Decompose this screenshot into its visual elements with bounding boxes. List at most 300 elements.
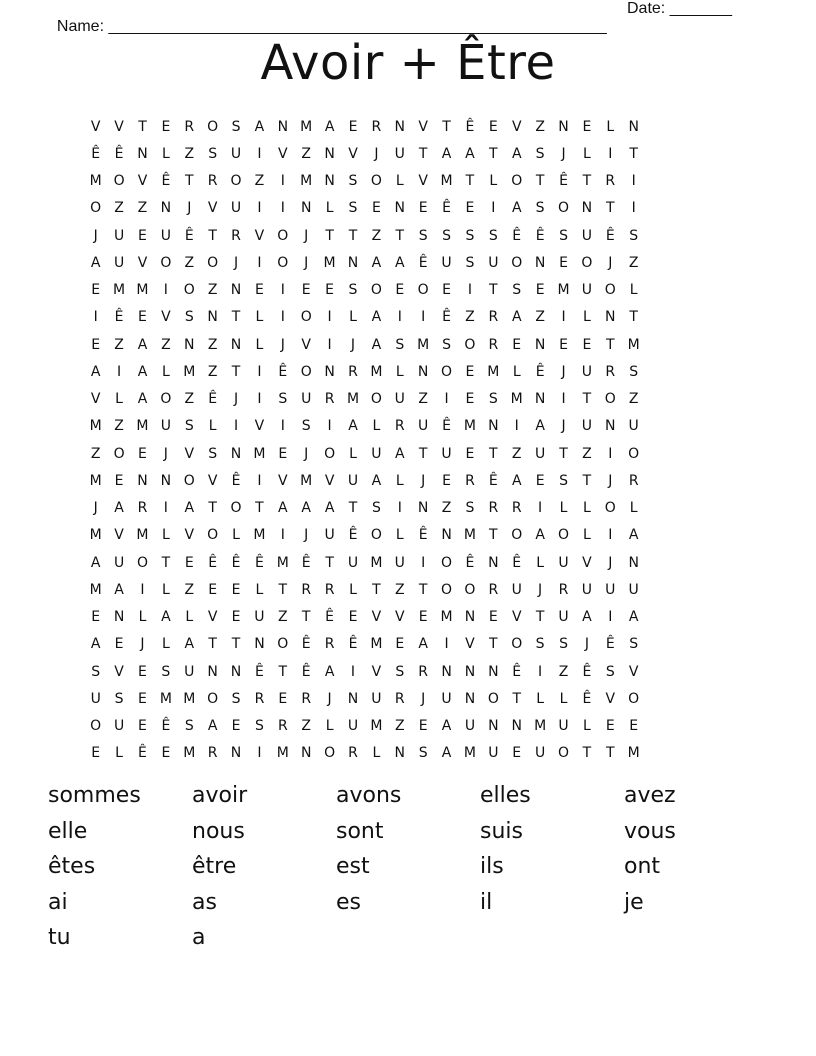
grid-letter: T	[559, 445, 568, 462]
grid-letter: S	[535, 200, 545, 217]
grid-letter: S	[254, 718, 264, 735]
grid-letter: S	[348, 282, 358, 299]
grid-letter: N	[207, 663, 218, 680]
word-bank	[48, 780, 768, 958]
grid-letter: Ê	[138, 745, 147, 762]
word-bank-item: être	[192, 854, 237, 880]
grid-letter: Ê	[488, 472, 498, 489]
grid-letter: U	[488, 745, 499, 762]
grid-letter: V	[605, 690, 616, 707]
grid-letter: T	[582, 391, 592, 408]
grid-letter: Ê	[512, 227, 522, 244]
grid-letter: E	[418, 718, 428, 735]
grid-letter: L	[349, 581, 357, 598]
grid-letter: M	[136, 282, 149, 299]
word-bank-item: ils	[480, 854, 504, 880]
grid-letter: T	[208, 500, 217, 517]
grid-letter: V	[114, 663, 124, 680]
grid-letter: O	[604, 391, 616, 408]
grid-letter: O	[370, 527, 382, 544]
grid-letter: V	[278, 472, 288, 489]
grid-letter: V	[184, 445, 195, 462]
grid-letter: O	[90, 200, 102, 217]
grid-letter: U	[230, 145, 242, 162]
grid-letter: M	[463, 418, 476, 435]
grid-letter: R	[301, 581, 312, 598]
grid-letter: A	[114, 581, 124, 598]
grid-letter: R	[184, 118, 195, 135]
grid-letter: I	[280, 418, 285, 435]
grid-letter: O	[113, 173, 125, 190]
grid-letter: Ê	[184, 227, 194, 244]
grid-letter: Z	[301, 145, 311, 162]
grid-letter: T	[278, 581, 288, 598]
grid-letter: S	[629, 363, 639, 380]
grid-letter: S	[442, 227, 451, 244]
grid-letter: S	[184, 418, 194, 435]
grid-letter: M	[557, 282, 570, 299]
grid-letter: U	[113, 554, 125, 571]
grid-letter: V	[90, 391, 101, 408]
grid-letter: Ê	[301, 663, 311, 680]
grid-letter: E	[138, 227, 147, 244]
grid-letter: T	[582, 173, 592, 190]
grid-letter: N	[605, 309, 616, 326]
grid-letter: Ê	[465, 554, 475, 571]
grid-letter: M	[89, 173, 102, 190]
grid-letter: I	[444, 391, 449, 408]
grid-letter: T	[395, 227, 405, 244]
grid-letter: Z	[301, 718, 311, 735]
grid-letter: E	[559, 336, 568, 353]
grid-letter: I	[140, 581, 145, 598]
grid-letter: N	[534, 336, 546, 353]
grid-letter: I	[257, 363, 262, 380]
grid-letter: O	[136, 554, 148, 571]
grid-letter: O	[230, 173, 242, 190]
grid-letter: T	[161, 554, 171, 571]
grid-letter: T	[418, 445, 428, 462]
grid-letter: E	[91, 745, 101, 762]
grid-letter: Ê	[325, 609, 335, 626]
grid-letter: U	[441, 690, 452, 707]
grid-letter: O	[628, 690, 640, 707]
grid-letter: Ê	[161, 718, 171, 735]
grid-letter: Z	[394, 718, 405, 735]
grid-letter: J	[163, 445, 168, 462]
grid-letter: T	[301, 609, 311, 626]
grid-letter: V	[254, 227, 265, 244]
grid-letter: A	[114, 500, 124, 517]
grid-letter: I	[280, 527, 285, 544]
grid-letter: T	[489, 636, 498, 653]
grid-letter: T	[512, 690, 521, 707]
grid-letter: R	[207, 173, 218, 190]
grid-letter: R	[254, 690, 265, 707]
grid-letter: M	[300, 472, 313, 489]
grid-letter: R	[605, 363, 616, 380]
grid-letter: V	[161, 309, 171, 326]
word-bank-item: nous	[192, 818, 245, 844]
grid-letter: L	[582, 145, 591, 162]
header	[48, 0, 748, 35]
grid-letter: T	[489, 527, 498, 544]
grid-letter: A	[90, 554, 101, 571]
grid-letter: N	[207, 309, 218, 326]
grid-letter: J	[584, 636, 589, 653]
grid-letter: L	[161, 636, 170, 653]
grid-letter: O	[441, 581, 453, 598]
grid-letter: E	[582, 336, 592, 353]
grid-letter: S	[114, 690, 124, 707]
grid-letter: N	[137, 472, 148, 489]
grid-letter: Z	[441, 500, 452, 517]
grid-letter: E	[278, 445, 288, 462]
grid-letter: I	[608, 145, 613, 162]
grid-letter: T	[465, 173, 475, 190]
grid-letter: M	[89, 527, 102, 544]
grid-letter: N	[628, 118, 639, 135]
grid-letter: E	[255, 282, 264, 299]
grid-letter: S	[605, 663, 615, 680]
grid-letter: O	[604, 282, 616, 299]
grid-letter: N	[464, 609, 476, 626]
grid-letter: J	[350, 336, 356, 353]
grid-letter: E	[184, 554, 194, 571]
grid-letter: U	[441, 254, 452, 271]
grid-letter: J	[538, 581, 543, 598]
grid-letter: V	[582, 554, 592, 571]
grid-letter: Z	[558, 663, 569, 680]
grid-letter: T	[372, 581, 381, 598]
grid-letter: N	[464, 663, 476, 680]
grid-letter: L	[232, 527, 240, 544]
grid-letter: A	[371, 254, 382, 271]
grid-letter: J	[304, 254, 309, 271]
grid-letter: N	[300, 745, 312, 762]
grid-letter: T	[231, 363, 241, 380]
grid-letter: L	[395, 173, 404, 190]
grid-letter: N	[488, 554, 499, 571]
grid-letter: L	[536, 690, 545, 707]
grid-letter: S	[535, 636, 545, 653]
grid-letter: Z	[535, 118, 545, 135]
grid-letter: S	[418, 227, 428, 244]
grid-letter: O	[324, 745, 336, 762]
grid-letter: U	[628, 581, 639, 598]
grid-letter: N	[441, 527, 452, 544]
grid-letter: V	[114, 118, 124, 135]
grid-letter: L	[606, 118, 615, 135]
grid-letter: I	[538, 500, 543, 517]
grid-letter: L	[559, 690, 568, 707]
grid-letter: Ê	[582, 663, 592, 680]
grid-letter: T	[138, 118, 147, 135]
grid-row	[84, 685, 736, 712]
word-bank-item: êtes	[48, 854, 96, 880]
grid-row	[84, 168, 736, 195]
grid-letter: R	[394, 418, 405, 435]
grid-row	[84, 604, 736, 631]
grid-letter: Ê	[301, 636, 311, 653]
grid-letter: O	[557, 745, 570, 762]
word-bank-item: avez	[624, 783, 676, 808]
grid-letter: T	[231, 309, 241, 326]
grid-letter: N	[230, 663, 242, 680]
grid-letter: M	[183, 745, 196, 762]
grid-letter: A	[628, 609, 639, 626]
grid-letter: L	[395, 527, 404, 544]
grid-letter: I	[561, 309, 566, 326]
grid-letter: L	[489, 173, 498, 190]
grid-letter: U	[534, 745, 546, 762]
grid-letter: E	[301, 282, 311, 299]
name-field-label: Name: ________________________________________________________	[56, 18, 607, 35]
grid-letter: A	[301, 500, 311, 517]
grid-letter: M	[370, 718, 383, 735]
grid-letter: Z	[161, 336, 171, 353]
grid-letter: U	[347, 472, 359, 489]
grid-letter: T	[606, 336, 615, 353]
grid-letter: L	[161, 527, 170, 544]
grid-letter: V	[114, 527, 124, 544]
grid-letter: U	[301, 391, 312, 408]
grid-row	[84, 576, 736, 603]
grid-letter: L	[582, 718, 591, 735]
grid-letter: A	[137, 391, 148, 408]
grid-letter: M	[627, 745, 640, 762]
grid-letter: I	[280, 200, 285, 217]
grid-letter: J	[233, 254, 239, 271]
grid-letter: I	[421, 309, 426, 326]
grid-letter: A	[161, 609, 171, 626]
grid-letter: Ê	[535, 363, 545, 380]
word-bank-item: a	[192, 925, 206, 951]
grid-letter: Ê	[535, 227, 545, 244]
grid-letter: I	[421, 554, 426, 571]
grid-letter: R	[418, 663, 429, 680]
grid-letter: A	[535, 527, 545, 544]
word-search-grid	[84, 113, 736, 767]
grid-letter: U	[160, 418, 171, 435]
grid-letter: V	[511, 609, 522, 626]
grid-letter: S	[559, 636, 568, 653]
grid-letter: L	[138, 609, 147, 626]
grid-letter: E	[231, 581, 241, 598]
grid-letter: N	[605, 418, 616, 435]
grid-letter: M	[136, 418, 149, 435]
grid-letter: J	[608, 254, 613, 271]
grid-letter: R	[394, 690, 405, 707]
grid-letter: Z	[278, 609, 288, 626]
grid-letter: V	[465, 636, 475, 653]
word-bank-item: avons	[336, 783, 402, 808]
grid-letter: N	[534, 254, 546, 271]
grid-letter: N	[254, 636, 265, 653]
grid-letter: E	[138, 718, 147, 735]
grid-letter: L	[161, 145, 170, 162]
word-bank-item: avoir	[192, 783, 248, 808]
grid-letter: U	[534, 445, 546, 462]
grid-letter: I	[257, 254, 262, 271]
grid-letter: Z	[465, 309, 475, 326]
grid-letter: S	[559, 472, 568, 489]
grid-letter: N	[417, 363, 429, 380]
grid-letter: N	[394, 745, 406, 762]
grid-letter: J	[421, 690, 426, 707]
grid-letter: R	[324, 581, 335, 598]
grid-letter: E	[535, 472, 545, 489]
grid-letter: E	[138, 663, 147, 680]
grid-letter: E	[138, 445, 147, 462]
grid-letter: R	[488, 581, 499, 598]
word-bank-item: suis	[480, 818, 523, 844]
grid-letter: U	[581, 227, 593, 244]
grid-letter: S	[559, 227, 568, 244]
grid-letter: I	[350, 663, 356, 680]
grid-letter: S	[442, 336, 451, 353]
grid-letter: A	[90, 363, 101, 380]
grid-letter: N	[347, 254, 359, 271]
grid-letter: M	[463, 745, 476, 762]
grid-letter: L	[629, 500, 638, 517]
grid-letter: N	[628, 554, 639, 571]
word-bank-item: elles	[480, 783, 531, 808]
grid-letter: Ê	[255, 554, 264, 571]
grid-letter: U	[581, 418, 593, 435]
grid-letter: A	[371, 309, 382, 326]
grid-letter: T	[489, 145, 498, 162]
grid-letter: M	[487, 363, 500, 380]
grid-letter: M	[89, 581, 102, 598]
grid-row	[84, 277, 736, 304]
grid-letter: S	[231, 118, 241, 135]
grid-letter: R	[511, 500, 522, 517]
grid-letter: A	[511, 145, 522, 162]
grid-letter: M	[370, 554, 383, 571]
grid-letter: E	[582, 118, 592, 135]
grid-letter: E	[418, 609, 428, 626]
grid-letter: Z	[114, 418, 124, 435]
grid-letter: L	[185, 609, 194, 626]
grid-letter: Z	[114, 200, 124, 217]
grid-letter: S	[278, 391, 288, 408]
grid-letter: E	[488, 609, 498, 626]
grid-row	[84, 386, 736, 413]
grid-letter: R	[137, 500, 148, 517]
grid-letter: A	[137, 336, 148, 353]
grid-letter: U	[184, 663, 195, 680]
grid-letter: T	[606, 200, 615, 217]
grid-letter: U	[113, 227, 125, 244]
grid-letter: N	[230, 745, 242, 762]
grid-letter: U	[628, 418, 639, 435]
grid-letter: M	[183, 690, 196, 707]
grid-letter: T	[348, 500, 358, 517]
grid-letter: E	[465, 363, 475, 380]
grid-letter: N	[184, 336, 195, 353]
grid-letter: I	[491, 200, 496, 217]
grid-letter: N	[277, 118, 289, 135]
grid-letter: A	[371, 472, 382, 489]
grid-letter: E	[559, 254, 568, 271]
grid-letter: N	[534, 391, 546, 408]
grid-letter: J	[93, 227, 98, 244]
grid-letter: N	[394, 200, 406, 217]
grid-letter: S	[208, 445, 218, 462]
grid-letter: V	[511, 118, 522, 135]
grid-letter: L	[255, 336, 264, 353]
grid-letter: A	[184, 500, 195, 517]
grid-letter: I	[257, 200, 262, 217]
grid-letter: O	[300, 363, 312, 380]
grid-row	[84, 358, 736, 385]
grid-letter: A	[535, 418, 545, 435]
grid-letter: U	[160, 227, 171, 244]
grid-letter: E	[138, 309, 147, 326]
grid-row	[84, 413, 736, 440]
grid-letter: I	[257, 472, 262, 489]
grid-letter: J	[304, 227, 309, 244]
grid-letter: Z	[207, 336, 218, 353]
grid-letter: E	[512, 745, 522, 762]
grid-row	[84, 222, 736, 249]
grid-letter: V	[301, 336, 311, 353]
grid-letter: R	[488, 500, 499, 517]
grid-letter: U	[581, 581, 593, 598]
grid-letter: T	[606, 745, 615, 762]
grid-letter: L	[372, 745, 381, 762]
grid-letter: V	[137, 254, 148, 271]
grid-letter: T	[489, 282, 498, 299]
grid-letter: U	[254, 609, 265, 626]
grid-letter: A	[394, 445, 405, 462]
grid-letter: I	[327, 309, 332, 326]
grid-letter: E	[465, 445, 475, 462]
grid-letter: Z	[628, 254, 639, 271]
grid-letter: L	[255, 581, 264, 598]
grid-letter: O	[207, 690, 219, 707]
grid-letter: I	[327, 336, 332, 353]
grid-letter: A	[441, 145, 452, 162]
grid-letter: M	[463, 527, 476, 544]
grid-letter: J	[280, 336, 285, 353]
grid-letter: S	[184, 309, 194, 326]
grid-letter: N	[488, 718, 499, 735]
grid-letter: M	[276, 554, 289, 571]
grid-letter: E	[442, 282, 451, 299]
grid-letter: M	[89, 418, 102, 435]
grid-letter: T	[278, 663, 288, 680]
grid-letter: Ê	[231, 472, 241, 489]
grid-letter: O	[90, 718, 102, 735]
grid-letter: A	[207, 718, 218, 735]
grid-letter: M	[253, 527, 266, 544]
grid-letter: Ê	[605, 636, 615, 653]
grid-letter: T	[629, 309, 638, 326]
grid-letter: M	[89, 472, 102, 489]
grid-letter: Ê	[231, 554, 241, 571]
grid-letter: U	[230, 200, 242, 217]
grid-letter: Ê	[301, 554, 311, 571]
grid-letter: T	[535, 173, 545, 190]
grid-letter: I	[327, 418, 332, 435]
grid-row	[84, 140, 736, 167]
grid-letter: I	[631, 173, 636, 190]
grid-letter: V	[184, 527, 195, 544]
grid-letter: Z	[394, 581, 405, 598]
grid-letter: L	[512, 363, 521, 380]
